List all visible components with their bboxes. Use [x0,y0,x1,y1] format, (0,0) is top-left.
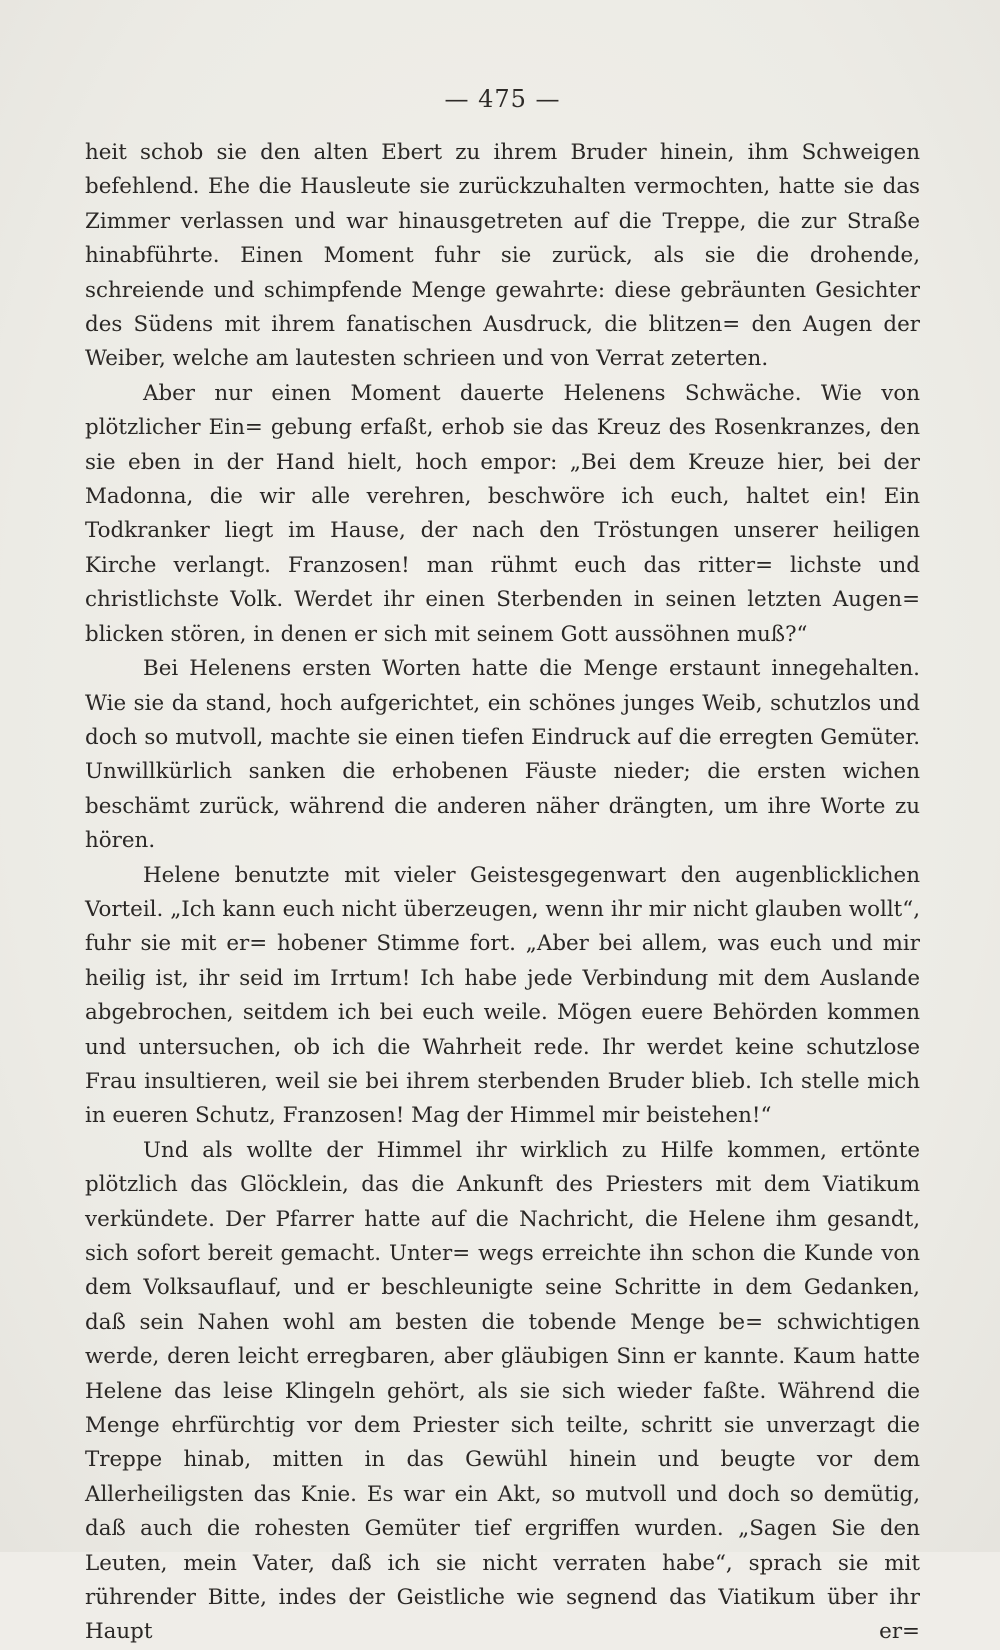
paragraph: Aber nur einen Moment dauerte Helenens Schwäche. Wie von plötzlicher Ein= gebung erfaßt, erhob sie das Kreuz des Rosenkranzes, den sie eben in der Hand hielt, hoch empor: „Bei dem Kreuze hier, bei der Madonna, die wir alle verehren, beschwöre ich euch, haltet ein! Ein Todkranker liegt im Hause, der nach den Tröstungen unserer heiligen Kirche verlangt. Franzosen! man rühmt euch das ritter= lichste und christlichste Volk. Werdet ihr einen Sterbenden in seinen letzten Augen= blicken stören, in denen er sich mit seinem Gott aussöhnen muß?“ [85,380,920,647]
paragraph: Bei Helenens ersten Worten hatte die Menge erstaunt innegehalten. Wie sie da stand, hoch aufgerichtet, ein schönes junges Weib, schutzlos und doch so mutvoll, machte sie einen tiefen Eindruck auf die erregten Gemüter. Unwillkürlich sanken die erhobenen Fäuste nieder; die ersten wichen beschämt zurück, während die anderen näher drängten, um ihre Worte zu hören. [85,656,920,854]
paragraph: Helene benutzte mit vieler Geistesgegenwart den augenblicklichen Vorteil. „Ich kann euch nicht überzeugen, wenn ihr mir nicht glauben wollt“, fuhr sie mit er= hobener Stimme fort. „Aber bei allem, was euch und mir heilig ist, ihr seid im Irrtum! Ich habe jede Verbindung mit dem Auslande abgebrochen, seitdem ich bei euch weile. Mögen euere Behörden kommen und untersuchen, ob ich die Wahrheit rede. Ihr werdet keine schutzlose Frau insultieren, weil sie bei ihrem sterbenden Bruder blieb. Ich stelle mich in eueren Schutz, Franzosen! Mag der Himmel mir beistehen!“ [85,862,920,1129]
body-text [85,136,920,1650]
page-number: — 475 — [444,85,561,113]
paragraph-continuation: heit schob sie den alten Ebert zu ihrem Bruder hinein, ihm Schweigen befehlend. Ehe die Hausleute sie zurückzuhalten vermochten, hatte sie das Zimmer verlassen und war hinausgetreten auf die Treppe, die zur Straße hinabführte. Einen Moment fuhr sie zurück, als sie die drohende, schreiende und schimpfende Menge gewahrte: diese gebräunten Gesichter des Südens mit ihrem fanatischen Ausdruck, die blitzen= den Augen der Weiber, welche am lautesten schrieen und von Verrat zeterten. [85,140,920,372]
paragraph: Und als wollte der Himmel ihr wirklich zu Hilfe kommen, ertönte plötzlich das Glöcklein, das die Ankunft des Priesters mit dem Viatikum verkündete. Der Pfarrer hatte auf die Nachricht, die Helene ihm gesandt, sich sofort bereit gemacht. Unter= wegs erreichte ihn schon die Kunde von dem Volksauflauf, und er beschleunigte seine Schritte in dem Gedanken, daß sein Nahen wohl am besten die tobende Menge be= schwichtigen werde, deren leicht erregbaren, aber gläubigen Sinn er kannte. Kaum hatte Helene das leise Klingeln gehört, als sie sich wieder faßte. Während die Menge ehrfürchtig vor dem Priester sich teilte, schritt sie unverzagt die Treppe hinab, mitten in das Gewühl hinein und beugte vor dem Allerheiligsten das Knie. Es war ein Akt, so mutvoll und doch so demütig, daß auch die rohesten Gemüter tief ergriffen wurden. „Sagen Sie den Leuten, mein Vater, daß ich sie nicht verraten habe“, sprach sie mit rührender Bitte, indes der Geistliche wie segnend das Viatikum über ihr Haupt er= [85,1137,920,1645]
